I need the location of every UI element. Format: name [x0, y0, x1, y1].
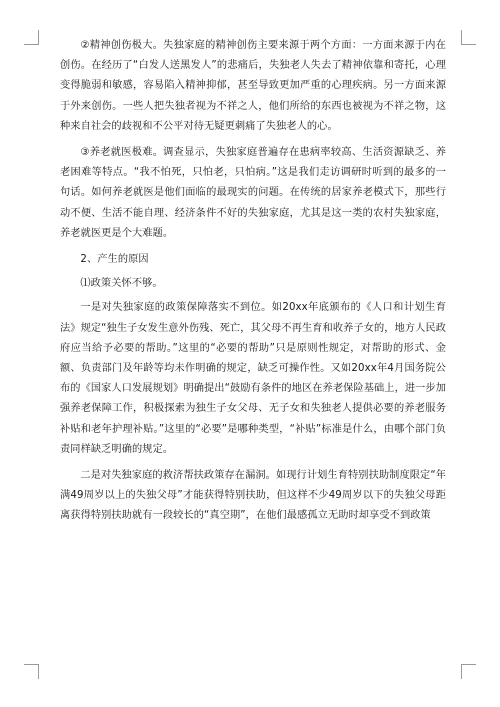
paragraph-mental-trauma: ②精神创伤极大。失独家庭的精神创伤主要来源于两个方面：一方面来源于内在创伤。在经历了“白发人送黑发人”的悲痛后，失独老人失去了精神依靠和寄托，心理变得脆弱和敏感，容易陷入精神抑郁，甚至导致更加严重的心理疾病。另一方面来源于外来创伤。一些人把失独者视为不祥之人，他们所给的东西也被视为不祥之物，这种来自社会的歧视和不公平对待无疑更刺痛了失独老人的心。 [60, 40, 446, 132]
subheading-policy-care: ⑴政策关怀不够。 [80, 278, 163, 290]
section-heading-causes: 2、产生的原因 [80, 254, 149, 266]
document-body [60, 36, 446, 533]
crop-mark-bottom-right [461, 664, 476, 679]
paragraph-policy-guarantee: 一是对失独家庭的政策保障落实不到位。如20xx年底颁布的《人口和计划生育法》规定“独生子女发生意外伤残、死亡，其父母不再生育和收养子女的，地方人民政府应当给予必要的帮助。”这里的“必要的帮助”只是原则性规定，对帮助的形式、金额、负责部门及年龄等均未作明确的规定，缺乏可操作性。又如20xx年4月国务院公布的《国家人口发展规划》明确提出“鼓励有条件的地区在养老保险基础上，进一步加强养老保障工作，积极探索为独生子女父母、无子女和失独老人提供必要的养老服务补贴和老年护理补贴。”这里的“必要”是哪种类型，“补贴”标准是什么，由哪个部门负责同样缺乏明确的规定。 [60, 302, 447, 455]
paragraph-elderly-care: ③养老就医极难。调查显示，失独家庭普遍存在患病率较高、生活资源缺乏、养老困难等特点。“我不怕死，只怕老，只怕病。”这是我们走访调研时听到的最多的一句话。如何养老就医是他们面临的最现实的问题。在传统的居家养老模式下，那些行动不便、生活不能自理、经济条件不好的失独家庭，尤其是这一类的农村失独家庭，养老就医更是个大难题。 [60, 147, 446, 239]
paragraph-relief-loophole: 二是对失独家庭的救济帮扶政策存在漏洞。如现行计划生育特别扶助制度限定“年满49周岁以上的失独父母”才能获得特别扶助，但这样不少49周岁以下的失独父母距离获得特别扶助就有一段较长的“真空期”，在他们最感孤立无助时却享受不到政策 [60, 470, 446, 522]
crop-mark-bottom-left [24, 664, 39, 679]
crop-mark-top-right [461, 30, 476, 45]
crop-mark-top-left [24, 30, 39, 45]
